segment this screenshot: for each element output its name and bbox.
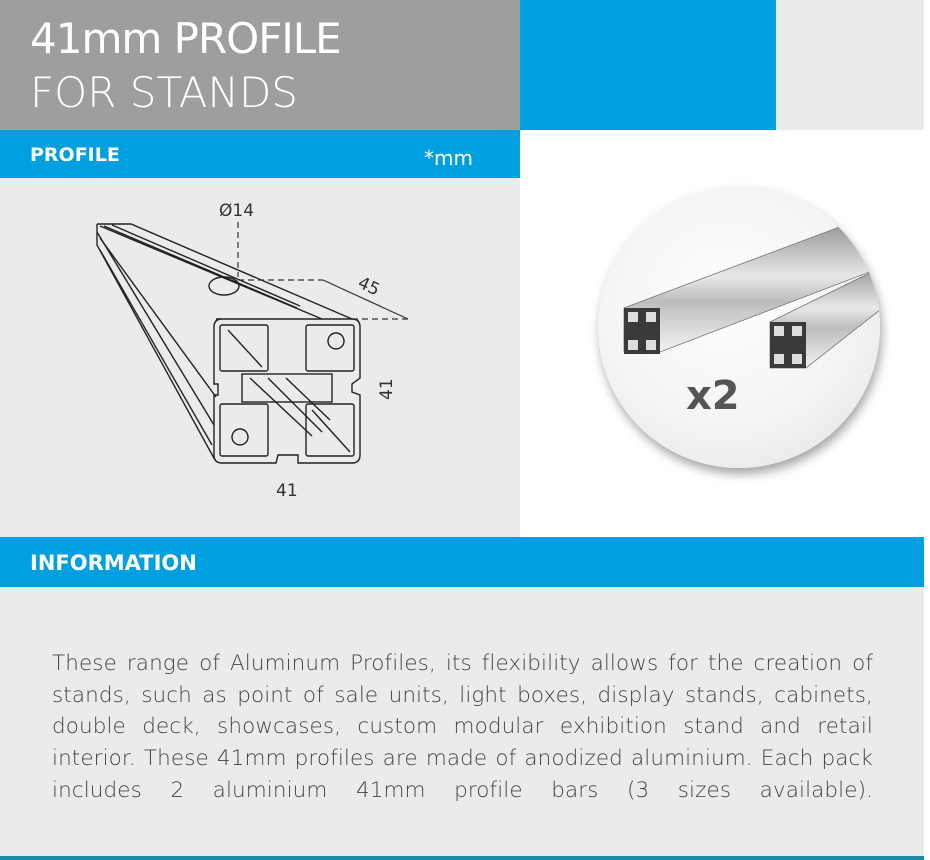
- page-subtitle: FOR STANDS: [30, 68, 298, 117]
- unit-label: *mm: [424, 146, 473, 170]
- diameter-dimension: Ø14: [219, 201, 255, 221]
- bottom-divider: [0, 855, 924, 860]
- page-title: 41mm PROFILE: [30, 14, 341, 63]
- width-dimension: 41: [276, 481, 298, 501]
- profile-section-title: PROFILE: [30, 144, 120, 166]
- aluminium-bars-icon: [598, 186, 880, 468]
- product-photo: [598, 186, 880, 468]
- quantity-label: x2: [686, 373, 740, 419]
- information-text: These range of Aluminum Profiles, its flexibility allows for the creation of stands, such as point of sale units, light boxes, display stands, cabinets, double deck, showcases, custom modular exhibition stand and retail interior. These 41mm profiles are made of anodized aluminium. Each pack includes 2 aluminium 41mm profile bars (3 sizes available).: [52, 651, 873, 803]
- accent-block-gray: [776, 0, 924, 130]
- height-dimension: 41: [377, 378, 397, 400]
- profile-drawing-icon: [0, 178, 520, 537]
- technical-drawing-panel: [0, 178, 520, 537]
- information-section-title: INFORMATION: [30, 551, 197, 575]
- depth-dimension: 45: [354, 273, 383, 301]
- accent-block-blue: [520, 0, 776, 130]
